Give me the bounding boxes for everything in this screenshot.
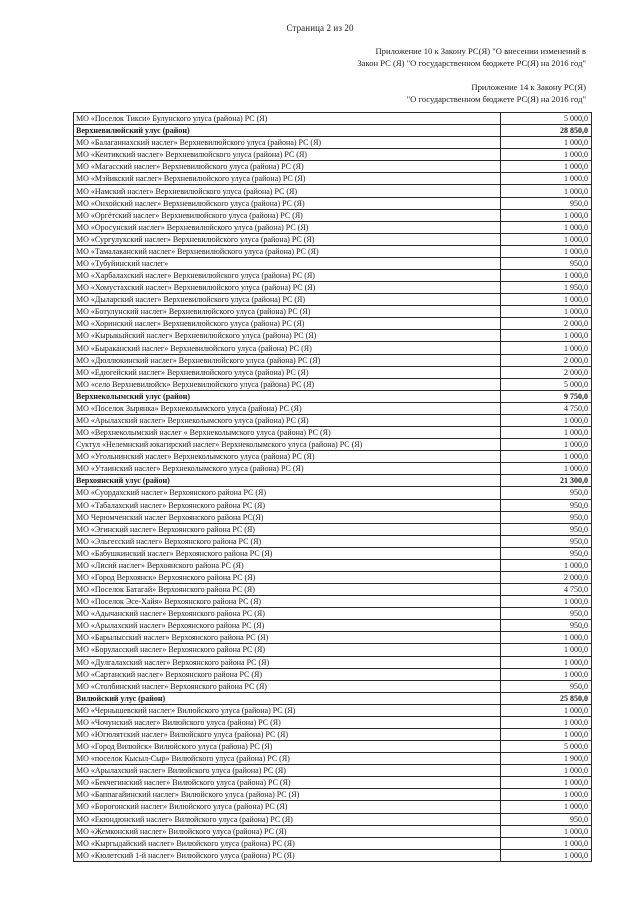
- amount-cell: 1 000,0: [501, 137, 592, 149]
- municipality-name-cell: МО «Быраканский наслег» Верхневилюйского улуса (района) РС (Я): [74, 342, 501, 354]
- table-row: [74, 680, 592, 692]
- amount-cell: 950,0: [501, 257, 592, 269]
- appendix-14-reference: [256, 81, 586, 105]
- table-row: [74, 318, 592, 330]
- table-row: [74, 439, 592, 451]
- municipality-name-cell: МО «Жемконский наслег» Вилюйского улуса (района) РС (Я): [74, 825, 501, 837]
- municipality-name-cell: МО «Лисий наслег» Верхоянского района РС (Я): [74, 559, 501, 571]
- amount-cell: 1 000,0: [501, 728, 592, 740]
- table-row: [74, 185, 592, 197]
- table-row: [74, 306, 592, 318]
- municipality-name-cell: МО «Город Вилюйск» Вилюйского улуса (района) РС (Я): [74, 741, 501, 753]
- municipality-name-cell: МО «Поселок Эсе-Хайя» Верхоянского района РС (Я): [74, 596, 501, 608]
- municipality-name-cell: МО «Барылысский наслег» Верхоянского района РС (Я): [74, 632, 501, 644]
- municipality-name-cell: МО «Сартанский наслег» Верхоянского района РС (Я): [74, 668, 501, 680]
- table-row: [74, 801, 592, 813]
- amount-cell: 950,0: [501, 608, 592, 620]
- table-row: [74, 173, 592, 185]
- table-row: [74, 511, 592, 523]
- amount-cell: 1 000,0: [501, 439, 592, 451]
- amount-cell: 1 000,0: [501, 149, 592, 161]
- table-row: [74, 632, 592, 644]
- amount-cell: 1 000,0: [501, 414, 592, 426]
- table-row: [74, 559, 592, 571]
- district-name-cell: Верхоянский улус (район): [74, 475, 501, 487]
- table-row: [74, 270, 592, 282]
- appendix-10-line-1: Приложение 10 к Закону РС(Я) "О внесении изменений в: [375, 46, 586, 56]
- municipality-name-cell: МО «Арылахский наслег» Вилюйского улуса (района) РС (Я): [74, 765, 501, 777]
- amount-cell: 950,0: [501, 547, 592, 559]
- table-row: [74, 849, 592, 861]
- municipality-name-cell: Суктул «Нелемнский юкагирский наслег» Верхнеколымского улуса (района) РС (Я): [74, 439, 501, 451]
- municipality-name-cell: МО «Суордахский наслег» Верхоянского района РС (Я): [74, 487, 501, 499]
- municipality-name-cell: МО «Утаинский наслег» Верхнеколымского улуса (района) РС (Я): [74, 463, 501, 475]
- municipality-name-cell: МО «Едюгейский наслег» Верхневилюйского улуса (района) РС (Я): [74, 366, 501, 378]
- amount-cell: 4 750,0: [501, 402, 592, 414]
- table-row: [74, 330, 592, 342]
- district-total-row: [74, 475, 592, 487]
- table-row: [74, 644, 592, 656]
- table-row: [74, 837, 592, 849]
- table-row: [74, 245, 592, 257]
- amount-cell: 1 000,0: [501, 789, 592, 801]
- district-total-row: [74, 390, 592, 402]
- amount-cell: 1 000,0: [501, 451, 592, 463]
- municipality-name-cell: МО «Югюлятский наслег» Вилюйского улуса (района) РС (Я): [74, 728, 501, 740]
- allocation-table-body: [74, 113, 592, 862]
- table-row: [74, 753, 592, 765]
- table-row: [74, 704, 592, 716]
- municipality-name-cell: МО «Дулгалахский наслег» Верхоянского района РС (Я): [74, 656, 501, 668]
- table-row: [74, 547, 592, 559]
- table-row: [74, 668, 592, 680]
- table-row: [74, 523, 592, 535]
- table-row: [74, 813, 592, 825]
- table-row: [74, 608, 592, 620]
- municipality-name-cell: МО «Намский наслег» Верхневилюйского улуса (района) РС (Я): [74, 185, 501, 197]
- amount-cell: 950,0: [501, 620, 592, 632]
- table-row: [74, 149, 592, 161]
- amount-cell: 1 900,0: [501, 753, 592, 765]
- district-name-cell: Верхневилюйский улус (район): [74, 125, 501, 137]
- municipality-name-cell: МО «Тамалаканский наслег» Верхневилюйского улуса (района) РС (Я): [74, 245, 501, 257]
- municipality-name-cell: МО «Хоринский наслег» Верхневилюйского улуса (района) РС (Я): [74, 318, 501, 330]
- table-row: [74, 414, 592, 426]
- municipality-name-cell: МО «Верхнеколымский наслег « Верхнеколымского улуса (района) РС (Я): [74, 427, 501, 439]
- table-row: [74, 197, 592, 209]
- amount-cell: 5 000,0: [501, 378, 592, 390]
- amount-cell: 1 000,0: [501, 825, 592, 837]
- amount-cell: 1 000,0: [501, 342, 592, 354]
- amount-cell: 2 000,0: [501, 366, 592, 378]
- amount-cell: 1 000,0: [501, 777, 592, 789]
- municipality-name-cell: МО «Оросунский наслег» Верхневилюйского улуса (района) РС (Я): [74, 221, 501, 233]
- amount-cell: 1 000,0: [501, 161, 592, 173]
- municipality-name-cell: МО «Эльгесский наслег» Верхоянского района РС (Я): [74, 535, 501, 547]
- table-row: [74, 716, 592, 728]
- district-amount-cell: 25 850,0: [501, 692, 592, 704]
- municipality-name-cell: МО Черюмченский наслег Верхоянского района РС(Я): [74, 511, 501, 523]
- municipality-name-cell: МО «Кырыкыйский наслег» Верхневилюйского улуса (района) РС (Я): [74, 330, 501, 342]
- district-total-row: [74, 692, 592, 704]
- table-row: [74, 825, 592, 837]
- table-row: [74, 584, 592, 596]
- municipality-name-cell: МО «Кыргыдайский наслег» Вилюйского улуса (района) РС (Я): [74, 837, 501, 849]
- amount-cell: 1 000,0: [501, 245, 592, 257]
- municipality-name-cell: МО «Ботулунский наслег» Верхневилюйского улуса (района) РС (Я): [74, 306, 501, 318]
- municipality-name-cell: МО «Город Верхоянск» Верхоянского района РС (Я): [74, 571, 501, 583]
- amount-cell: 1 000,0: [501, 632, 592, 644]
- amount-cell: 1 950,0: [501, 282, 592, 294]
- municipality-name-cell: МО «Харбалахский наслег» Верхневилюйского улуса (района) РС (Я): [74, 270, 501, 282]
- amount-cell: 1 000,0: [501, 668, 592, 680]
- municipality-name-cell: МО «Баппагайинский наслег» Вилюйского улуса (района) РС (Я): [74, 789, 501, 801]
- municipality-name-cell: МО «Онхойский наслег» Верхневилюйского улуса (района) РС (Я): [74, 197, 501, 209]
- district-amount-cell: 9 750,0: [501, 390, 592, 402]
- table-row: [74, 451, 592, 463]
- municipality-name-cell: МО «Дыларский наслег» Верхневилюйского улуса (района) РС (Я): [74, 294, 501, 306]
- table-row: [74, 402, 592, 414]
- amount-cell: 1 000,0: [501, 330, 592, 342]
- table-row: [74, 596, 592, 608]
- amount-cell: 1 000,0: [501, 765, 592, 777]
- table-row: [74, 741, 592, 753]
- amount-cell: 950,0: [501, 523, 592, 535]
- amount-cell: 950,0: [501, 197, 592, 209]
- amount-cell: 1 000,0: [501, 294, 592, 306]
- municipality-name-cell: МО «Дюллюкинский наслег» Верхневилюйского улуса (района) РС (Я): [74, 354, 501, 366]
- table-row: [74, 620, 592, 632]
- municipality-name-cell: МО «Магасский наслег» Верхневилюйского улуса (района) РС (Я): [74, 161, 501, 173]
- amount-cell: 5 000,0: [501, 113, 592, 125]
- amount-cell: 950,0: [501, 535, 592, 547]
- amount-cell: 1 000,0: [501, 173, 592, 185]
- municipality-name-cell: МО «Чочунский наслег» Вилюйского улуса (района) РС (Я): [74, 716, 501, 728]
- municipality-name-cell: МО «Боруласский наслег» Верхоянского района РС (Я): [74, 644, 501, 656]
- table-row: [74, 487, 592, 499]
- municipality-name-cell: МО «Сургулукский наслег» Верхневилюйского улуса (района) РС (Я): [74, 233, 501, 245]
- municipality-name-cell: МО «Балаганнахский наслег» Верхневилюйского улуса (района) РС (Я): [74, 137, 501, 149]
- table-row: [74, 221, 592, 233]
- table-row: [74, 656, 592, 668]
- municipality-name-cell: МО «Угольнинский наслег» Верхнеколымского улуса (района) РС (Я): [74, 451, 501, 463]
- table-row: [74, 463, 592, 475]
- table-row: [74, 366, 592, 378]
- page-number: Страница 2 из 20: [286, 23, 354, 33]
- table-row: [74, 209, 592, 221]
- table-row: [74, 354, 592, 366]
- municipality-name-cell: МО «Борогонский наслег» Вилюйского улуса (района) РС (Я): [74, 801, 501, 813]
- amount-cell: 4 750,0: [501, 584, 592, 596]
- municipality-name-cell: МО «Бекчегинский наслег» Вилюйского улуса (района) РС (Я): [74, 777, 501, 789]
- amount-cell: 1 000,0: [501, 559, 592, 571]
- amount-cell: 1 000,0: [501, 185, 592, 197]
- amount-cell: 1 000,0: [501, 306, 592, 318]
- amount-cell: 950,0: [501, 487, 592, 499]
- district-amount-cell: 28 850,0: [501, 125, 592, 137]
- amount-cell: 950,0: [501, 680, 592, 692]
- amount-cell: 2 000,0: [501, 354, 592, 366]
- municipality-name-cell: МО «Екюндюнский наслег» Вилюйского улуса (района) РС (Я): [74, 813, 501, 825]
- amount-cell: 1 000,0: [501, 233, 592, 245]
- municipality-name-cell: МО «Поселок Батагай» Верхоянского района РС (Я): [74, 584, 501, 596]
- table-row: [74, 282, 592, 294]
- table-row: [74, 499, 592, 511]
- amount-cell: 5 000,0: [501, 741, 592, 753]
- table-row: [74, 777, 592, 789]
- amount-cell: 1 000,0: [501, 221, 592, 233]
- municipality-name-cell: МО «Арылахский наслег» Верхнеколымского улуса (района) РС (Я): [74, 414, 501, 426]
- appendix-14-line-2: "О государственном бюджете РС(Я) на 2016 год": [406, 94, 586, 104]
- amount-cell: 2 000,0: [501, 318, 592, 330]
- amount-cell: 950,0: [501, 813, 592, 825]
- municipality-name-cell: МО «Поселок Зырянка» Верхнеколымского улуса (района) РС (Я): [74, 402, 501, 414]
- table-row: [74, 765, 592, 777]
- amount-cell: 950,0: [501, 511, 592, 523]
- appendix-10-line-2: Закон РС (Я) "О государственном бюджете РС(Я) на 2016 год": [357, 58, 586, 68]
- table-row: [74, 233, 592, 245]
- district-name-cell: Верхнеколымский улус (район): [74, 390, 501, 402]
- district-name-cell: Вилюйский улус (район): [74, 692, 501, 704]
- table-row: [74, 728, 592, 740]
- municipality-name-cell: МО «Эгинский наслег» Верхоянского района РС (Я): [74, 523, 501, 535]
- table-row: [74, 113, 592, 125]
- table-row: [74, 378, 592, 390]
- municipality-name-cell: МО «Кюлетский 1-й наслег» Вилюйского улуса (района) РС (Я): [74, 849, 501, 861]
- amount-cell: 1 000,0: [501, 656, 592, 668]
- amount-cell: 1 000,0: [501, 704, 592, 716]
- municipality-name-cell: МО «поселок Кысыл-Сыр» Вилюйского улуса (района) РС (Я): [74, 753, 501, 765]
- amount-cell: 1 000,0: [501, 837, 592, 849]
- table-row: [74, 137, 592, 149]
- amount-cell: 1 000,0: [501, 270, 592, 282]
- table-row: [74, 342, 592, 354]
- table-row: [74, 427, 592, 439]
- amount-cell: 1 000,0: [501, 209, 592, 221]
- municipality-name-cell: МО «Бабушкинский наслег» Верхоянского района РС (Я): [74, 547, 501, 559]
- amount-cell: 1 000,0: [501, 596, 592, 608]
- amount-cell: 1 000,0: [501, 463, 592, 475]
- amount-cell: 1 000,0: [501, 427, 592, 439]
- municipality-name-cell: МО «Столбинский наслег» Верхоянского района РС (Я): [74, 680, 501, 692]
- municipality-name-cell: МО «Тубуйинский наслег»: [74, 257, 501, 269]
- table-row: [74, 161, 592, 173]
- municipality-name-cell: МО «Оргётский наслег» Верхневилюйского улуса (района) РС (Я): [74, 209, 501, 221]
- amount-cell: 1 000,0: [501, 644, 592, 656]
- table-row: [74, 294, 592, 306]
- amount-cell: 1 000,0: [501, 849, 592, 861]
- table-row: [74, 257, 592, 269]
- municipality-name-cell: МО «Мэйикский наслег» Верхневилюйского улуса (района) РС (Я): [74, 173, 501, 185]
- amount-cell: 1 000,0: [501, 716, 592, 728]
- district-amount-cell: 21 300,0: [501, 475, 592, 487]
- table-row: [74, 535, 592, 547]
- appendix-14-line-1: Приложение 14 к Закону РС(Я): [471, 82, 586, 92]
- municipality-name-cell: МО «Поселок Тикси» Булунского улуса (района) РС (Я): [74, 113, 501, 125]
- municipality-name-cell: МО «Арылахский наслег» Верхоянского района РС (Я): [74, 620, 501, 632]
- municipality-name-cell: МО «Кентикский наслег» Верхневилюйского улуса (района) РС (Я): [74, 149, 501, 161]
- amount-cell: 2 000,0: [501, 571, 592, 583]
- allocation-table: [73, 112, 592, 862]
- municipality-name-cell: МО «Хомустахский наслег» Верхневилюйского улуса (района) РС (Я): [74, 282, 501, 294]
- municipality-name-cell: МО «Чернышевский наслег» Вилюйского улуса (района) РС (Я): [74, 704, 501, 716]
- municipality-name-cell: МО «Табалахский наслег» Верхоянского района РС (Я): [74, 499, 501, 511]
- table-row: [74, 571, 592, 583]
- table-row: [74, 789, 592, 801]
- district-total-row: [74, 125, 592, 137]
- municipality-name-cell: МО «село Верхневилюйск» Верхневилюйского улуса (района) РС (Я): [74, 378, 501, 390]
- amount-cell: 950,0: [501, 499, 592, 511]
- municipality-name-cell: МО «Адычанский наслег» Верхоянского района РС (Я): [74, 608, 501, 620]
- amount-cell: 1 000,0: [501, 801, 592, 813]
- appendix-10-reference: [256, 45, 586, 69]
